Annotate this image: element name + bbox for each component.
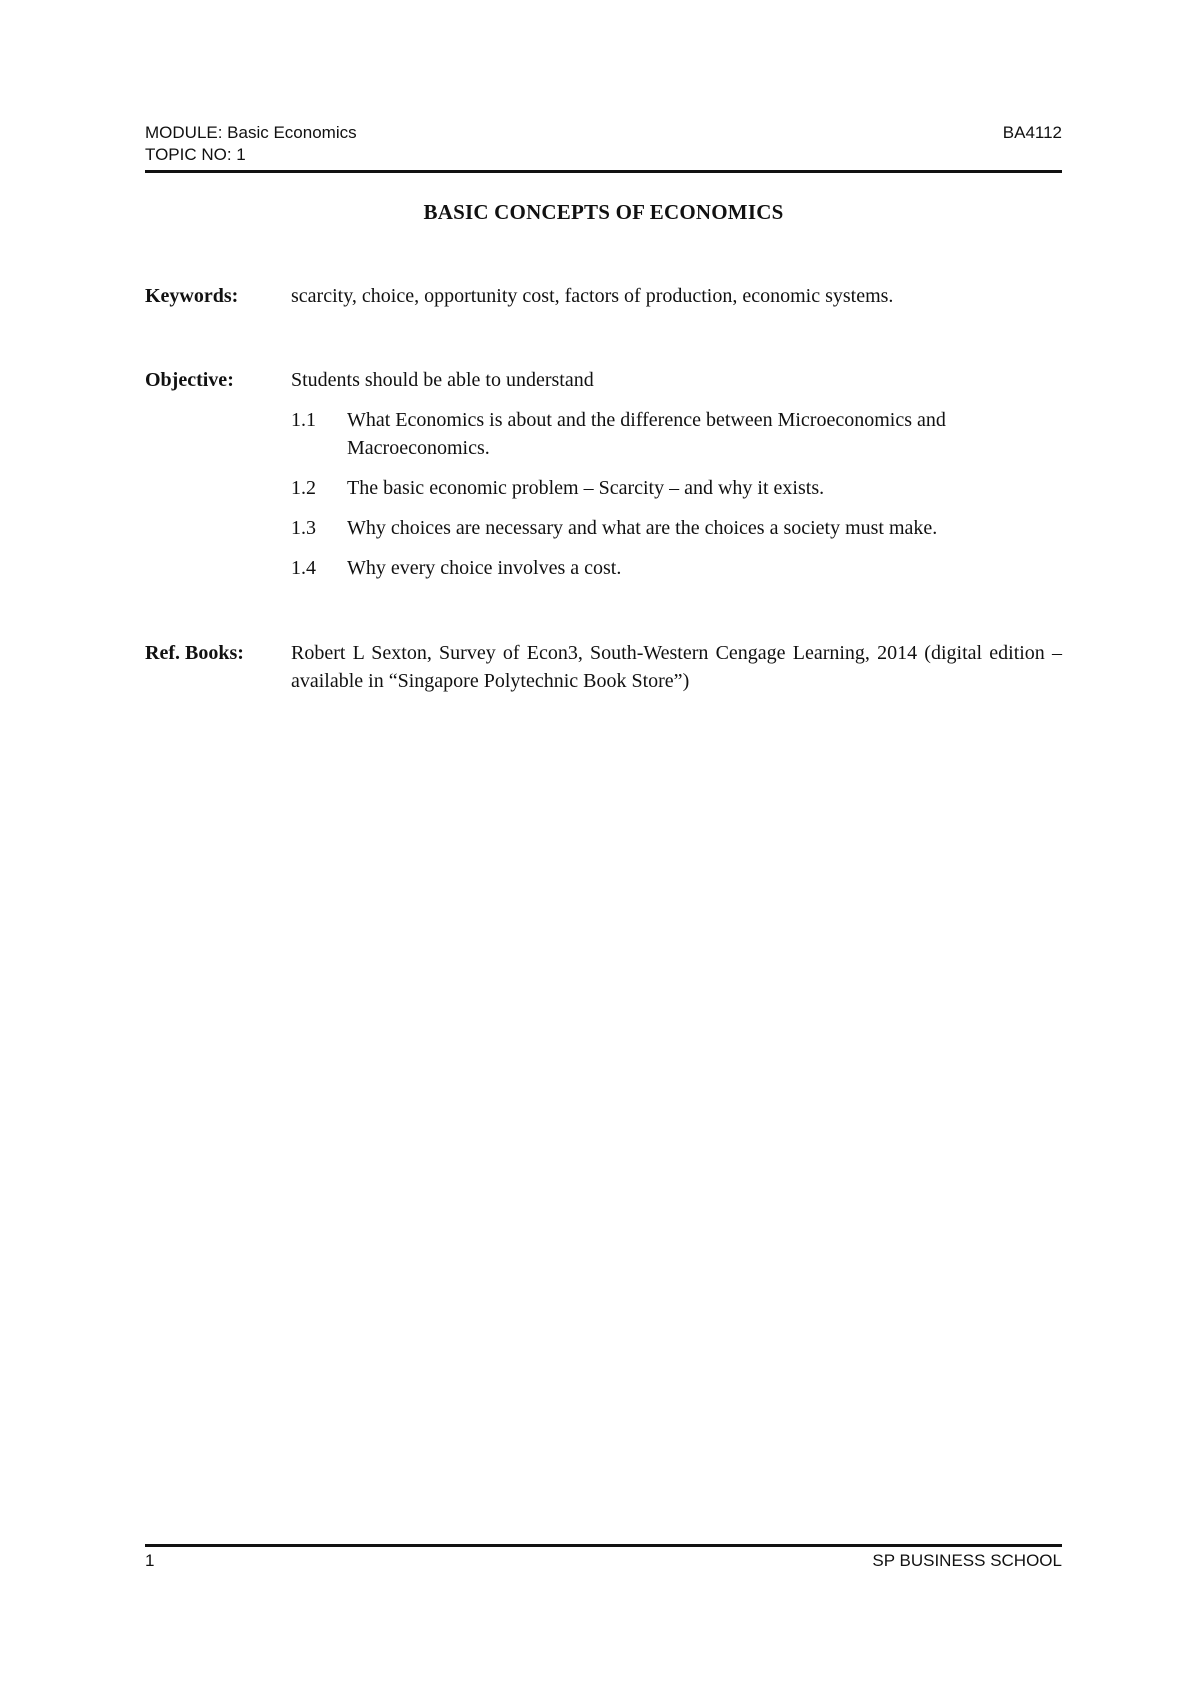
header-divider — [145, 170, 1062, 173]
objective-item-number: 1.3 — [291, 517, 316, 539]
objective-label: Objective: — [145, 369, 234, 391]
references-label: Ref. Books: — [145, 642, 244, 664]
keywords-label: Keywords: — [145, 285, 239, 307]
document-title: BASIC CONCEPTS OF ECONOMICS — [423, 200, 784, 224]
module-code: BA4112 — [1002, 123, 1062, 142]
module-name: MODULE: Basic Economics — [145, 123, 357, 142]
objective-item-text: Why choices are necessary and what are the choices a society must make. — [347, 517, 938, 539]
objective-body — [291, 366, 1062, 594]
references-text: Robert L Sexton, Survey of Econ3, South-Western Cengage Learning, 2014 (digital edition – available in “Singapore Polytechnic Book Store”) — [291, 642, 1062, 692]
objective-item-text: What Economics is about and the difference between Microeconomics and Macroeconomics. — [347, 409, 946, 459]
objective-item — [291, 474, 1062, 502]
objective-item-number: 1.2 — [291, 477, 316, 499]
school-name: SP BUSINESS SCHOOL — [872, 1551, 1062, 1570]
objective-item-number: 1.4 — [291, 557, 316, 579]
page-number: 1 — [145, 1551, 155, 1570]
objective-item-text: Why every choice involves a cost. — [347, 557, 622, 579]
header-row-2 — [145, 144, 1062, 166]
objective-list — [291, 406, 1062, 582]
page-footer — [145, 1550, 1062, 1572]
objective-item — [291, 514, 1062, 542]
objective-item-number: 1.1 — [291, 409, 316, 431]
footer-divider — [145, 1544, 1062, 1547]
objective-intro: Students should be able to understand — [291, 369, 594, 391]
objective-item — [291, 554, 1062, 582]
topic-number: TOPIC NO: 1 — [145, 145, 246, 164]
keywords-text: scarcity, choice, opportunity cost, factors of production, economic systems. — [291, 285, 894, 307]
objective-item — [291, 406, 1062, 462]
page-header — [145, 122, 1062, 166]
objective-item-text: The basic economic problem – Scarcity – and why it exists. — [347, 477, 825, 499]
header-row-1 — [145, 122, 1062, 144]
